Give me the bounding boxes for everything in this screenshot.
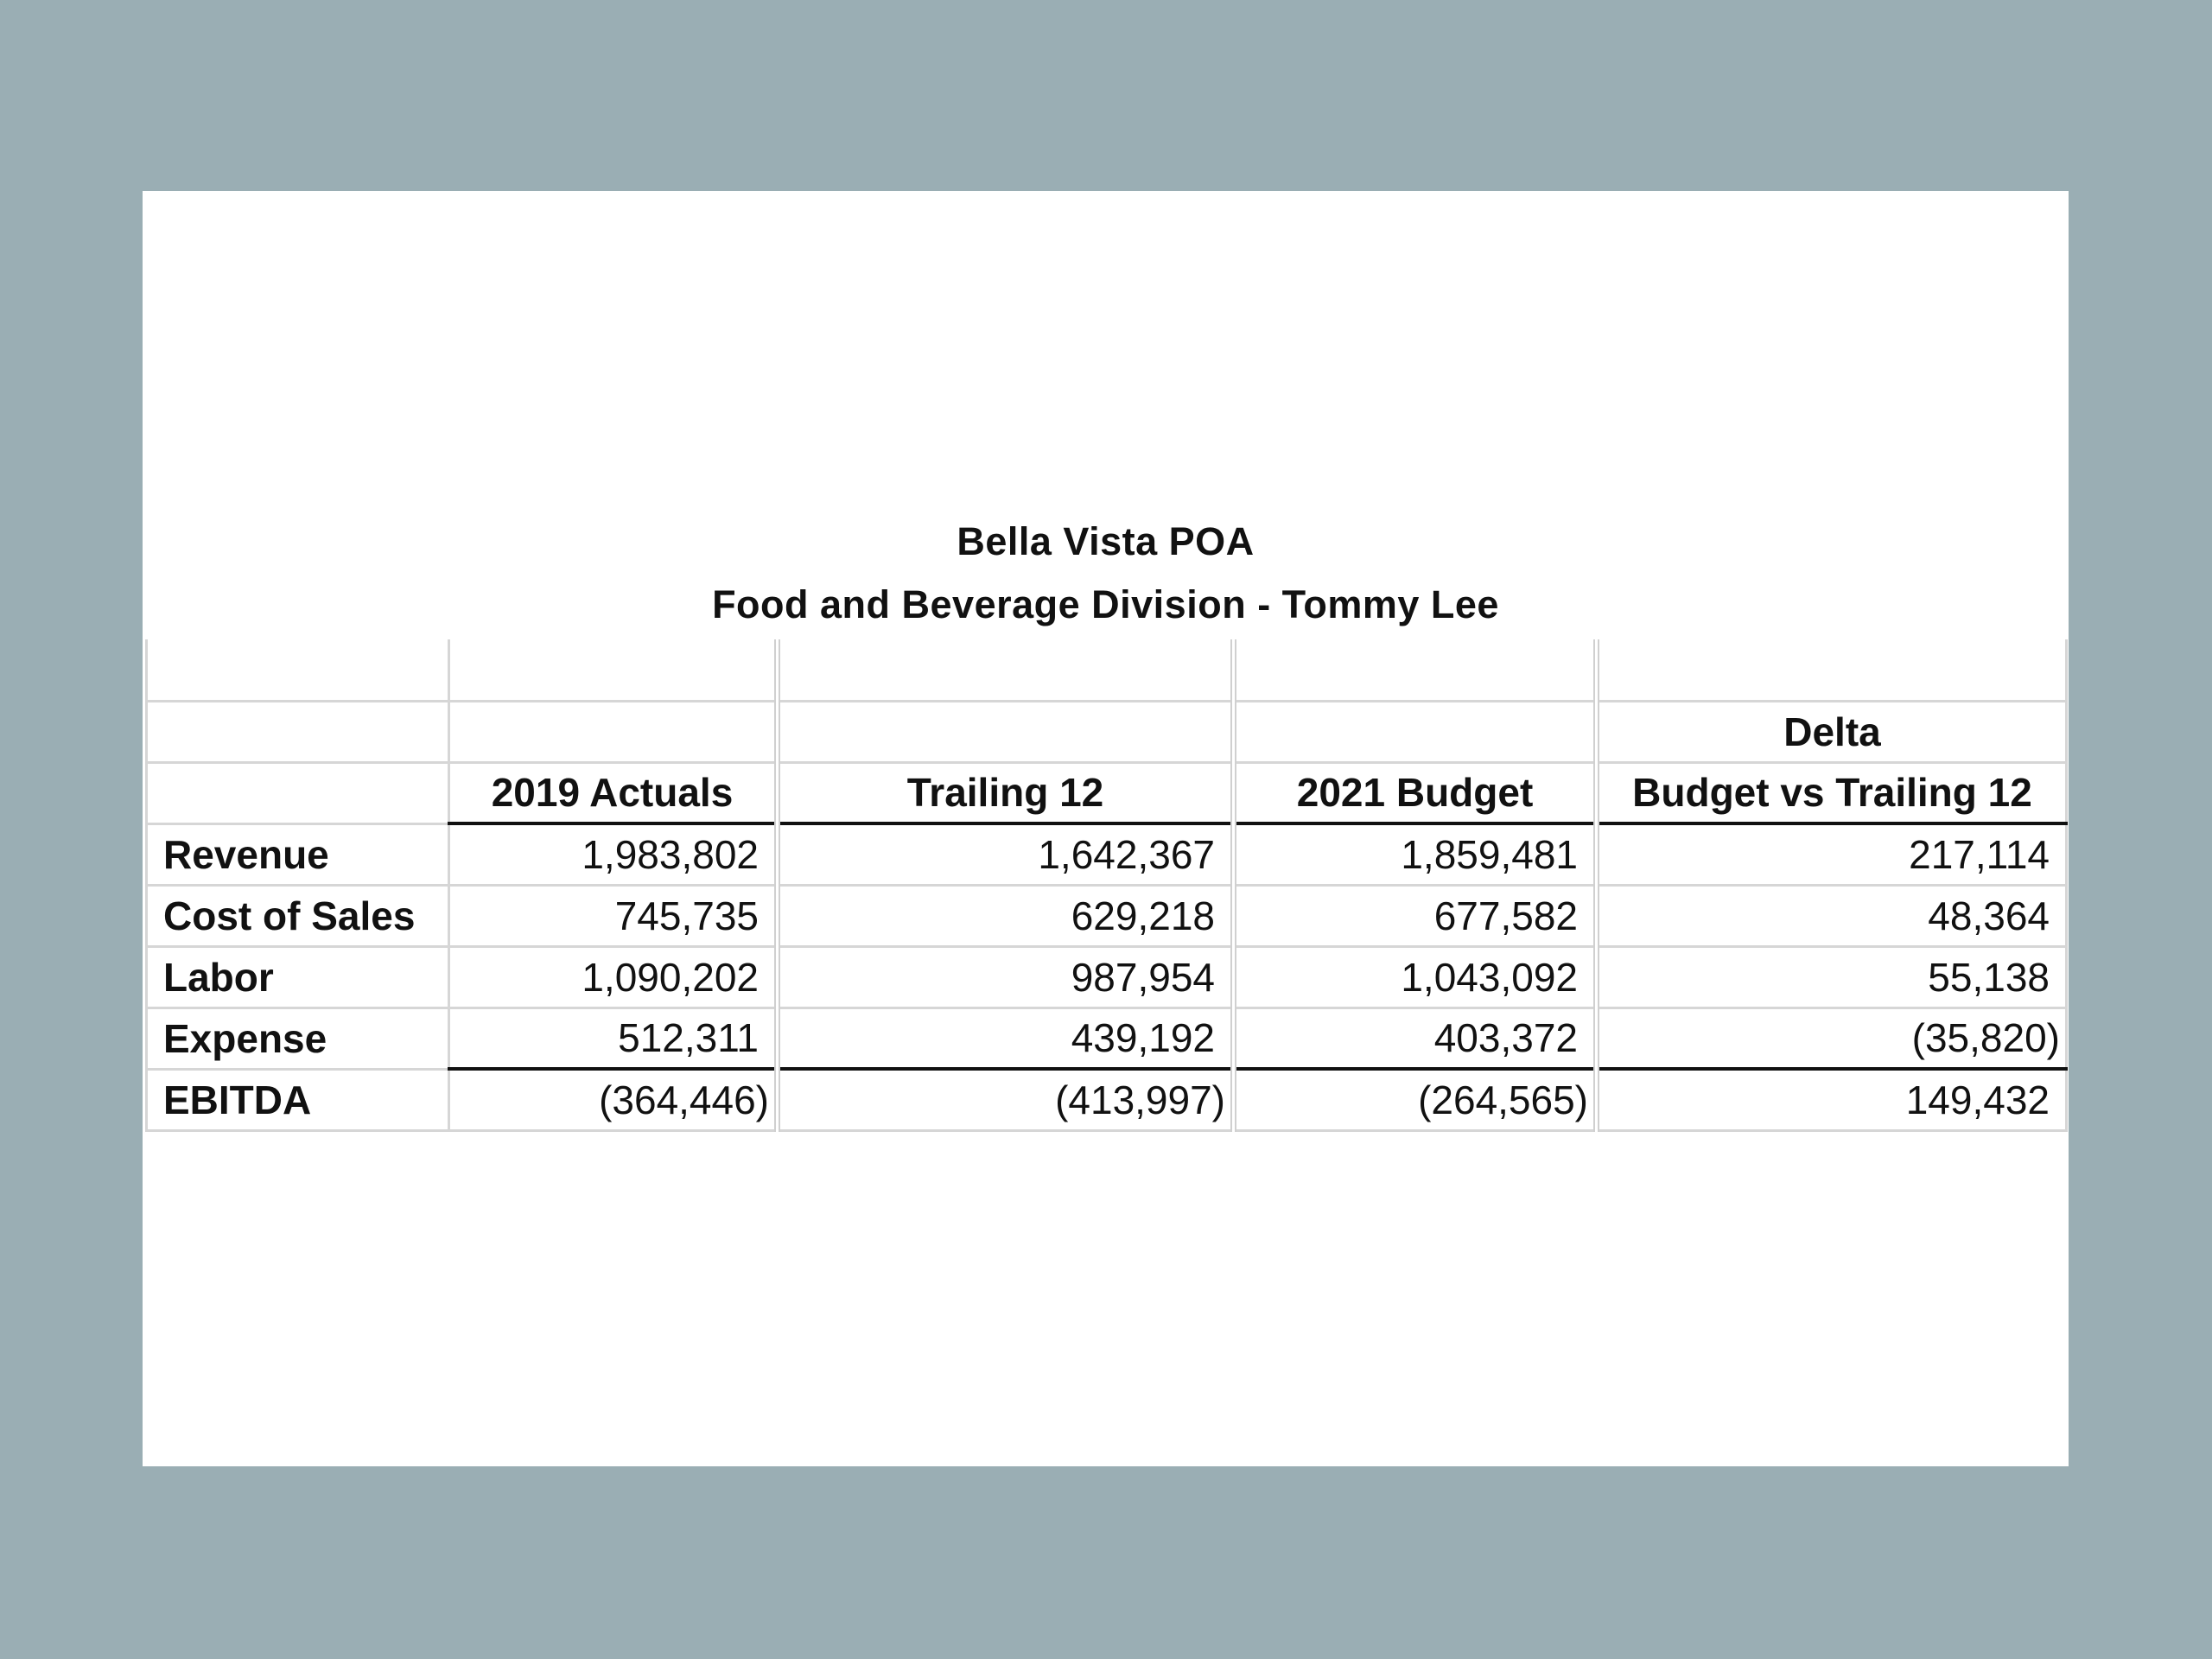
column-header-2019-actuals[interactable]: 2019 Actuals xyxy=(449,762,778,823)
value-cell[interactable]: 1,983,802 xyxy=(449,823,778,885)
empty-cell[interactable] xyxy=(449,639,778,701)
column-header-budget-vs-trailing[interactable]: Budget vs Trailing 12 xyxy=(1597,762,2067,823)
empty-cell[interactable] xyxy=(1597,639,2067,701)
value-cell[interactable]: (413,997) xyxy=(778,1069,1234,1130)
empty-cell[interactable] xyxy=(449,701,778,762)
value-cell[interactable]: 217,114 xyxy=(1597,823,2067,885)
row-label[interactable]: EBITDA xyxy=(147,1069,449,1130)
value-cell[interactable]: (264,565) xyxy=(1234,1069,1597,1130)
value-cell[interactable]: (35,820) xyxy=(1597,1007,2067,1069)
empty-cell[interactable] xyxy=(1234,639,1597,701)
table-row xyxy=(147,823,2067,885)
row-label[interactable]: Cost of Sales xyxy=(147,885,449,946)
column-header-row xyxy=(147,762,2067,823)
value-cell[interactable]: (364,446) xyxy=(449,1069,778,1130)
empty-cell[interactable] xyxy=(778,701,1234,762)
value-cell[interactable]: 512,311 xyxy=(449,1007,778,1069)
value-cell[interactable]: 987,954 xyxy=(778,946,1234,1007)
empty-cell[interactable] xyxy=(147,639,449,701)
value-cell[interactable]: 55,138 xyxy=(1597,946,2067,1007)
value-cell[interactable]: 677,582 xyxy=(1234,885,1597,946)
value-cell[interactable]: 439,192 xyxy=(778,1007,1234,1069)
table-row xyxy=(147,885,2067,946)
value-cell[interactable]: 1,090,202 xyxy=(449,946,778,1007)
empty-cell[interactable] xyxy=(778,639,1234,701)
empty-cell[interactable] xyxy=(147,701,449,762)
table-row-total xyxy=(147,1069,2067,1130)
blank-row xyxy=(147,639,2067,701)
delta-heading[interactable]: Delta xyxy=(1597,701,2067,762)
value-cell[interactable]: 48,364 xyxy=(1597,885,2067,946)
table-row xyxy=(147,946,2067,1007)
report-subtitle: Food and Beverage Division - Tommy Lee xyxy=(712,582,1499,626)
spreadsheet-page xyxy=(143,191,2069,1466)
value-cell[interactable]: 629,218 xyxy=(778,885,1234,946)
value-cell[interactable]: 745,735 xyxy=(449,885,778,946)
report-title: Bella Vista POA xyxy=(957,519,1255,563)
column-header-2021-budget[interactable]: 2021 Budget xyxy=(1234,762,1597,823)
value-cell[interactable]: 1,642,367 xyxy=(778,823,1234,885)
empty-cell[interactable] xyxy=(147,762,449,823)
column-header-trailing-12[interactable]: Trailing 12 xyxy=(778,762,1234,823)
value-cell[interactable]: 1,043,092 xyxy=(1234,946,1597,1007)
table-row xyxy=(147,1007,2067,1069)
empty-cell[interactable] xyxy=(1234,701,1597,762)
row-label[interactable]: Labor xyxy=(147,946,449,1007)
value-cell[interactable]: 1,859,481 xyxy=(1234,823,1597,885)
row-label[interactable]: Revenue xyxy=(147,823,449,885)
value-cell[interactable]: 403,372 xyxy=(1234,1007,1597,1069)
value-cell[interactable]: 149,432 xyxy=(1597,1069,2067,1130)
header-row-top xyxy=(147,701,2067,762)
row-label[interactable]: Expense xyxy=(147,1007,449,1069)
financial-table xyxy=(145,639,2068,1132)
